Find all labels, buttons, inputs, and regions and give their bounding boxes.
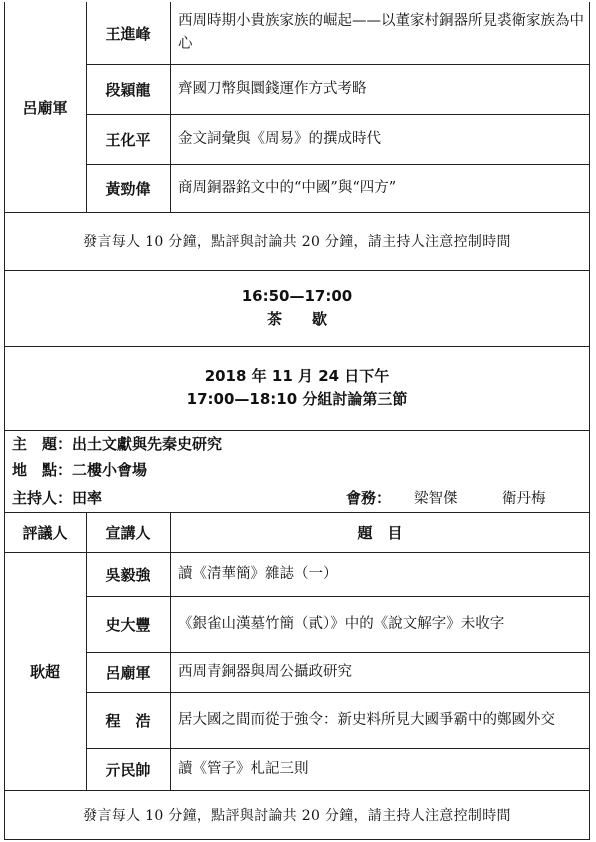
row-divider xyxy=(86,64,590,65)
col-speaker-label: 宣講人 xyxy=(105,523,151,542)
speaker-name: 黃勁偉 xyxy=(105,179,151,198)
talk-title-cell xyxy=(170,748,590,790)
row-divider xyxy=(86,692,590,693)
talk-title: 讀《管子》札記三則 xyxy=(178,760,309,777)
row-divider xyxy=(4,512,590,513)
venue-value: 二樓小會場 xyxy=(72,460,148,479)
talk-title: 讀《清華簡》雜誌（一） xyxy=(178,565,338,582)
session-host xyxy=(12,482,582,512)
break-label: 茶 歇 xyxy=(266,310,327,328)
time-note-text: 發言每人 10 分鐘，點評與討論共 20 分鐘，請主持人注意控制時間 xyxy=(83,234,511,250)
affairs-person: 衛丹梅 xyxy=(502,490,546,507)
talk-title-cell xyxy=(170,652,590,692)
talk-title: 齊國刀幣與圜錢運作方式考略 xyxy=(178,80,367,97)
time-note xyxy=(4,212,590,270)
speaker-cell xyxy=(86,748,170,790)
talk-title-cell xyxy=(170,552,590,596)
speaker-cell xyxy=(86,64,170,114)
speaker-cell xyxy=(86,2,170,64)
speaker-name: 程 浩 xyxy=(105,711,151,730)
talk-title-cell xyxy=(170,2,590,64)
host-label: 主持人： xyxy=(12,488,73,507)
row-divider xyxy=(86,652,590,653)
speaker-name: 呂廟軍 xyxy=(105,663,151,682)
speaker-cell xyxy=(86,164,170,212)
affairs-label: 會務： xyxy=(346,488,392,507)
venue-label: 地 點： xyxy=(12,460,73,479)
speaker-name: 亓民帥 xyxy=(105,760,151,779)
session-date: 2018 年 11 月 24 日下午 xyxy=(204,367,390,385)
speaker-name: 王進峰 xyxy=(105,24,151,43)
talk-title-cell xyxy=(170,692,590,748)
row-divider xyxy=(4,430,590,431)
row-divider xyxy=(86,596,590,597)
break-time: 16:50—17:00 xyxy=(241,287,353,305)
table-border xyxy=(4,839,590,840)
speaker-cell xyxy=(86,552,170,596)
time-note-text: 發言每人 10 分鐘，點評與討論共 20 分鐘，請主持人注意控制時間 xyxy=(83,808,511,824)
col-title-label: 題 目 xyxy=(357,523,403,542)
talk-title-cell xyxy=(170,114,590,164)
session-theme xyxy=(12,430,582,456)
talk-title: 西周時期小貴族家族的崛起——以董家村銅器所見裘衛家族為中心 xyxy=(178,13,584,52)
speaker-name: 王化平 xyxy=(105,130,151,149)
theme-label: 主 題： xyxy=(12,434,73,453)
talk-title-cell xyxy=(170,64,590,114)
session-heading: 17:00—18:10 分組討論第三節 xyxy=(186,390,408,408)
speaker-name: 段穎龍 xyxy=(105,80,151,99)
discussant-name: 耿超 xyxy=(29,662,60,681)
discussant-name: 呂廟軍 xyxy=(22,98,68,117)
discussant-cell xyxy=(4,2,86,212)
row-divider xyxy=(4,346,590,347)
talk-title-cell xyxy=(170,596,590,652)
session-header xyxy=(4,346,590,430)
host-value: 田率 xyxy=(72,488,103,507)
tea-break xyxy=(4,270,590,346)
row-divider xyxy=(4,212,590,213)
talk-title: 西周青銅器與周公攝政研究 xyxy=(178,663,352,680)
talk-title: 居大國之間而從于強令：新史料所見大國爭霸中的鄭國外交 xyxy=(178,711,555,728)
table-border xyxy=(589,2,590,840)
speaker-cell xyxy=(86,114,170,164)
row-divider xyxy=(4,790,590,791)
session-venue xyxy=(12,456,582,482)
talk-title-cell xyxy=(170,164,590,212)
col-discussant-header xyxy=(4,512,86,552)
speaker-cell xyxy=(86,596,170,652)
time-note xyxy=(4,790,590,840)
column-divider xyxy=(170,2,171,212)
row-divider xyxy=(86,114,590,115)
talk-title: 《銀雀山漢墓竹簡（貳）》中的《說文解字》未收字 xyxy=(178,615,505,632)
theme-value: 出土文獻與先秦史研究 xyxy=(72,434,223,453)
schedule-table xyxy=(4,2,590,840)
discussant-cell xyxy=(4,552,86,790)
col-title-header xyxy=(170,512,590,552)
col-discussant-label: 評議人 xyxy=(22,523,68,542)
column-divider xyxy=(86,2,87,212)
speaker-cell xyxy=(86,652,170,692)
talk-title: 金文詞彙與《周易》的撰成時代 xyxy=(178,130,381,147)
talk-title: 商周銅器銘文中的“中國”與“四方” xyxy=(178,179,397,196)
speaker-name: 史大豐 xyxy=(105,615,151,634)
speaker-name: 吳毅強 xyxy=(105,565,151,584)
row-divider xyxy=(86,748,590,749)
row-divider xyxy=(86,164,590,165)
speaker-cell xyxy=(86,692,170,748)
col-speaker-header xyxy=(86,512,170,552)
row-divider xyxy=(4,270,590,271)
affairs-person: 梁智傑 xyxy=(414,490,458,507)
table-border xyxy=(4,2,5,840)
row-divider xyxy=(4,552,590,553)
